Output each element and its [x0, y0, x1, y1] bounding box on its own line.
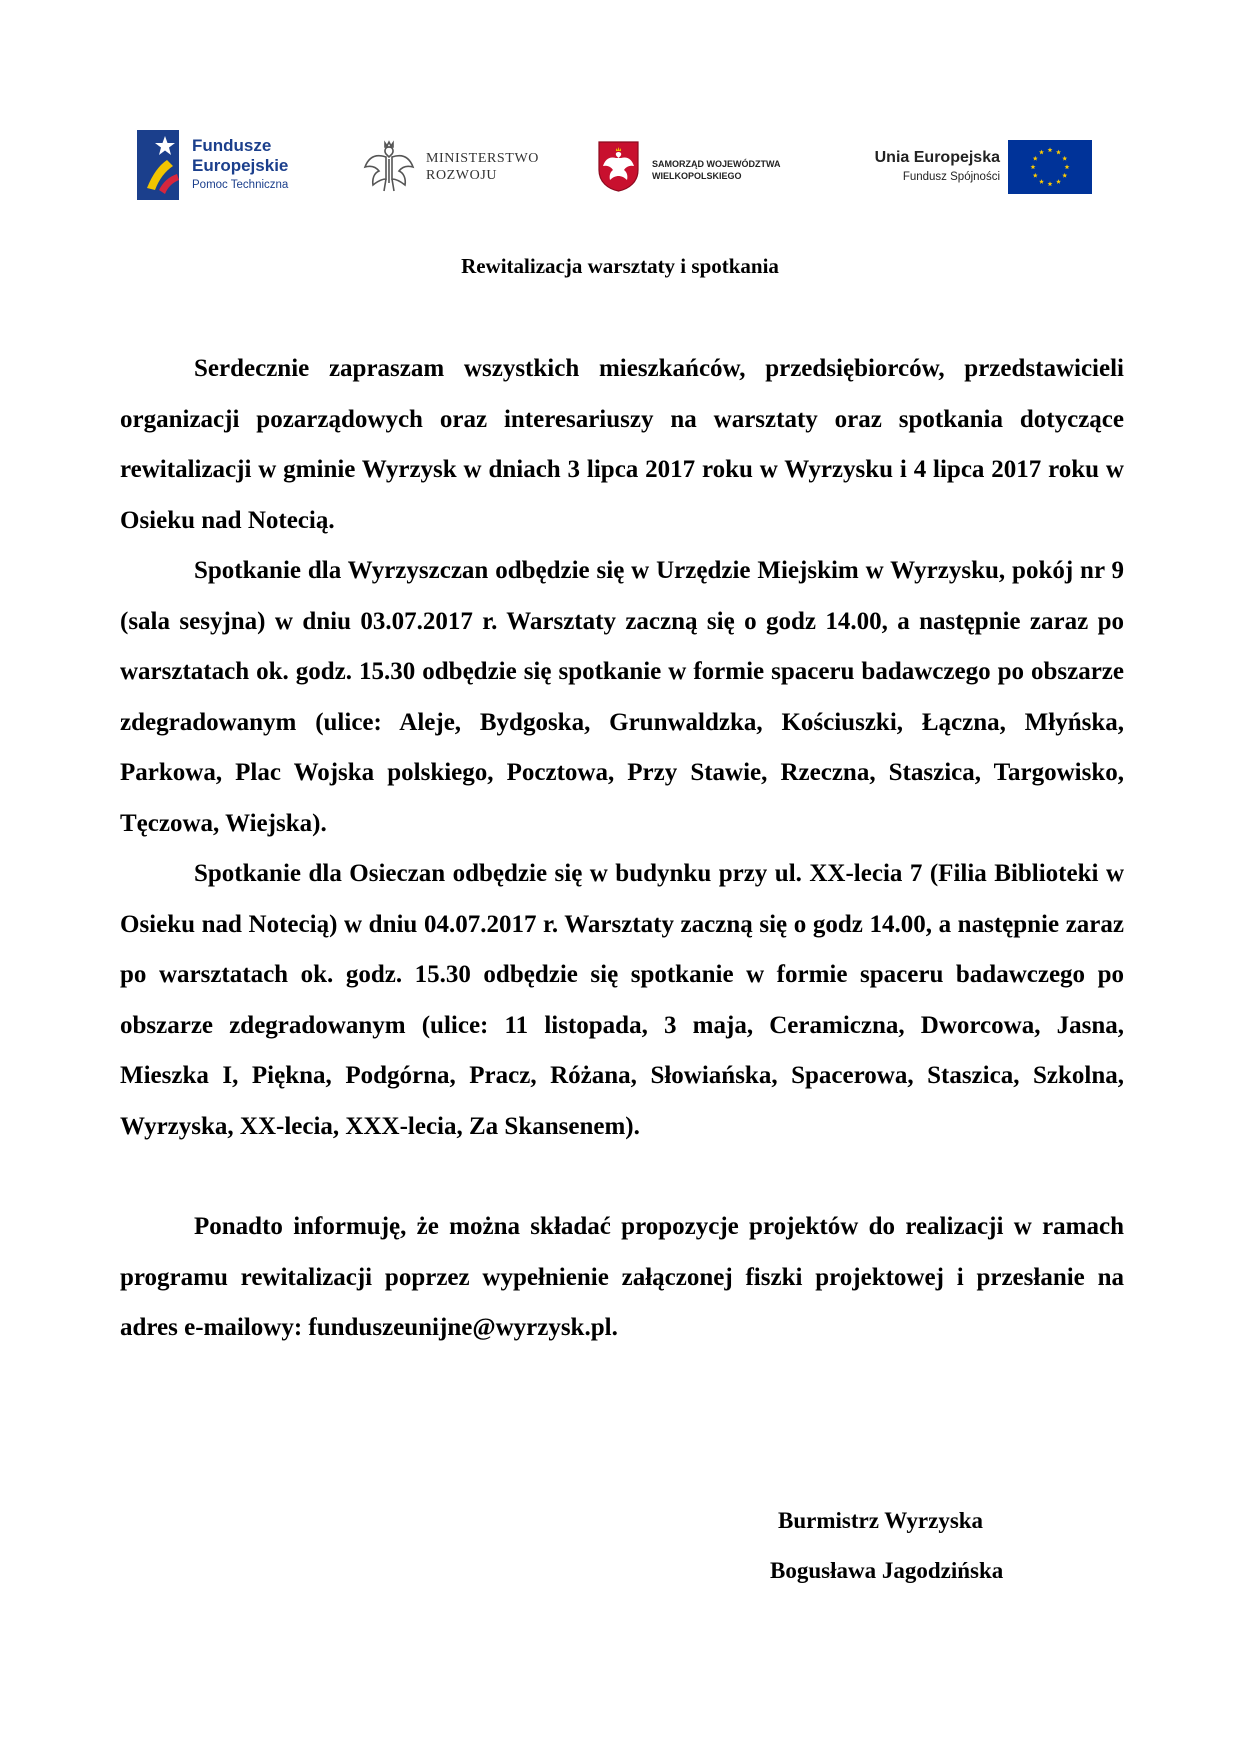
paragraph-invitation: Serdecznie zapraszam wszystkich mieszkańców, przedsiębiorców, przedstawicieli organizacji pozarządowych oraz interesariuszy na warsztaty oraz spotkania dotyczące rewitalizacji w gminie Wyrzysk w dniach 3 lipca 2017 roku w Wyrzysku i 4 lipca 2017 roku w Osieku nad Notecią.	[120, 355, 1124, 534]
unia-logo-line1: Unia Europejska	[874, 149, 1000, 166]
paragraph-wyrzysk-meeting: Spotkanie dla Wyrzyszczan odbędzie się w Urzędzie Miejskim w Wyrzysku, pokój nr 9 (sala sesyjna) w dniu 03.07.2017 r. Warsztaty zaczną się o godz 14.00, a następnie zaraz po warsztatach ok. godz. 15.30 odbędzie się spotkanie w formie spaceru badawczego po obszarze zdegradowanym (ulice: Aleje, Bydgoska, Grunwaldzka, Kościuszki, Łączna, Młyńska, Parkowa, Plac Wojska polskiego, Pocztowa, Przy Stawie, Rzeczna, Staszica, Targowisko, Tęczowa, Wiejska).	[120, 557, 1124, 837]
ministerstwo-rozwoju-logo	[360, 137, 550, 197]
signature-position: Burmistrz Wyrzyska	[778, 1508, 984, 1533]
document-body	[120, 344, 1124, 1354]
samorzad-wojewodztwa-logo	[597, 140, 807, 196]
signature-block	[770, 1496, 1003, 1596]
samorzad-logo-line1: SAMORZĄD WOJEWÓDZTWA	[652, 159, 781, 169]
fundusze-logo-line3: Pomoc Techniczna	[192, 179, 289, 191]
fundusze-europejskie-flag-icon	[137, 130, 179, 200]
fundusze-logo-line2: Europejskie	[192, 156, 289, 175]
eagle-emblem-icon	[360, 137, 418, 195]
unia-europejska-logo	[838, 140, 1098, 196]
ministerstwo-logo-line1: MINISTERSTWO	[426, 151, 539, 166]
eu-flag-icon	[1008, 140, 1092, 194]
signature-name: Bogusława Jagodzińska	[770, 1558, 1004, 1583]
samorzad-logo-line2: WIELKOPOLSKIEGO	[652, 171, 742, 181]
ministerstwo-logo-line2: ROZWOJU	[426, 168, 498, 183]
paragraph-osiek-meeting: Spotkanie dla Osieczan odbędzie się w budynku przy ul. XX-lecia 7 (Filia Biblioteki w Osieku nad Notecią) w dniu 04.07.2017 r. Warsztaty zaczną się o godz 14.00, a następnie zaraz po warsztatach ok. godz. 15.30 odbędzie się spotkanie w formie spaceru badawczego po obszarze zdegradowanym (ulice: 11 listopada, 3 maja, Ceramiczna, Dworcowa, Jasna, Mieszka I, Piękna, Podgórna, Pracz, Różana, Słowiańska, Spacerowa, Staszica, Szkolna, Wyrzyska, XX-lecia, XXX-lecia, Za Skansenem).	[120, 860, 1124, 1140]
paragraph-project-proposals: Ponadto informuję, że można składać propozycje projektów do realizacji w ramach programu rewitalizacji poprzez wypełnienie załączonej fiszki projektowej i przesłanie na adres e-mailowy: funduszeunijne@wyrzysk.pl.	[120, 1213, 1124, 1341]
wielkopolska-shield-icon	[597, 140, 640, 193]
unia-logo-line2: Fundusz Spójności	[902, 171, 1000, 183]
logo-strip	[0, 0, 1240, 220]
fundusze-europejskie-logo	[137, 130, 327, 200]
fundusze-logo-line1: Fundusze	[192, 136, 272, 155]
document-title: Rewitalizacja warsztaty i spotkania	[461, 254, 779, 278]
